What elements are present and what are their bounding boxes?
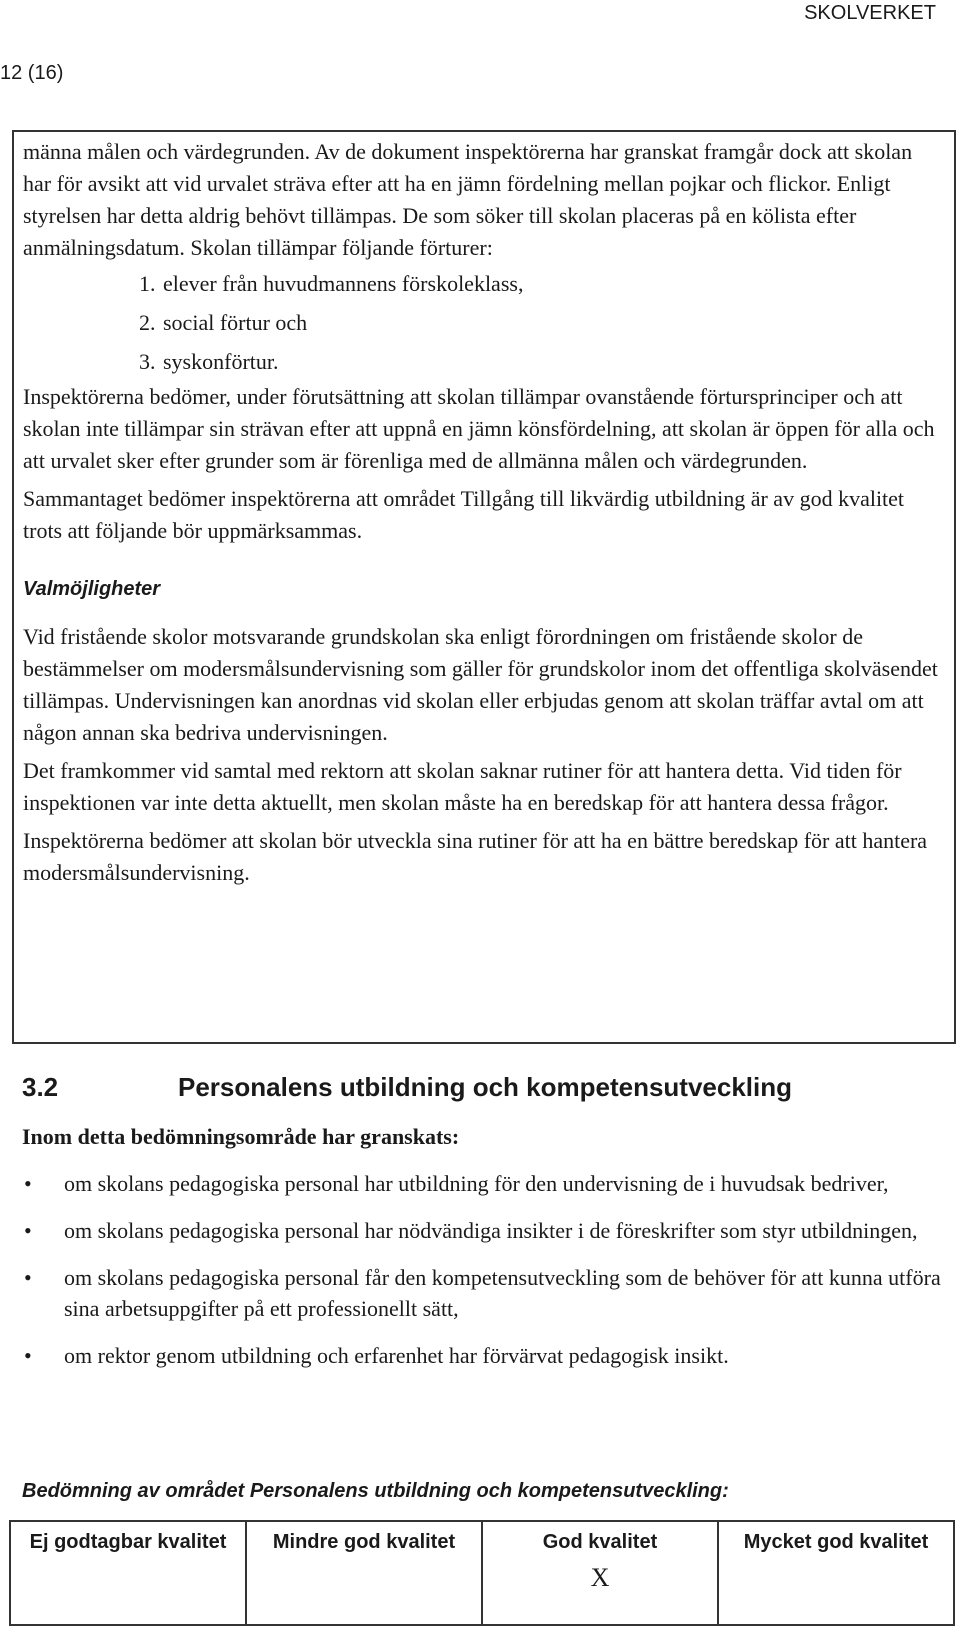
priority-item: 1. elever från huvudmannens förskoleklass,: [139, 271, 524, 296]
grade-cell-god: God kvalitet X: [482, 1521, 718, 1625]
paragraph-routines: Det framkommer vid samtal med rektorn att skolan saknar rutiner för att hantera detta. Vid tiden för inspektionen var inte detta aktuellt, men skolan måste ha en beredskap för att hantera dessa frågor.: [23, 758, 902, 815]
priority-item: 3. syskonförtur.: [139, 349, 279, 374]
grade-cell-mycket-god: Mycket god kvalitet: [718, 1521, 954, 1625]
paragraph-language-instruction: Vid fristående skolor motsvarande grundskolan ska enligt förordningen om fristående skolor de bestämmelser om modersmålsundervisning som gäller för grundskolor inom det offentliga skolväsendet tillämpas. Undervisningen kan anordnas vid skolan eller erbjudas genom att skolan träffar avtal om att någon annan ska bedriva undervisningen.: [23, 624, 938, 745]
list-item: • om rektor genom utbildning och erfarenhet har förvärvat pedagogisk insikt.: [22, 1340, 952, 1371]
assessment-box: [12, 130, 956, 1044]
section-intro: Inom detta bedömningsområde har granskats:: [22, 1124, 460, 1149]
paragraph-recommendation: Inspektörerna bedömer att skolan bör utveckla sina rutiner för att ha en bättre beredskap för att hantera modersmålsundervisning.: [23, 828, 928, 885]
paragraph-summary: Sammantaget bedömer inspektörerna att området Tillgång till likvärdig utbildning är av god kvalitet trots att följande bör uppmärksammas.: [23, 486, 905, 543]
page-number: 12 (16): [0, 62, 64, 84]
priority-list: [23, 264, 945, 381]
priority-item: 2. social förtur och: [139, 310, 308, 335]
list-item: • om skolans pedagogiska personal har utbildning för den undervisning de i huvudsak bedriver,: [22, 1168, 952, 1199]
subheading-valmojligheter: Valmöjligheter: [23, 578, 161, 600]
list-item: • om skolans pedagogiska personal får den kompetensutveckling som de behöver för att kunna utföra sina arbetsuppgifter på ett professionellt sätt,: [22, 1262, 952, 1324]
selected-mark: X: [590, 1563, 610, 1592]
grade-cell-ej-godtagbar: Ej godtagbar kvalitet: [10, 1521, 246, 1625]
grade-cell-mindre-god: Mindre god kvalitet: [246, 1521, 482, 1625]
section-title: Personalens utbildning och kompetensutveckling: [178, 1072, 792, 1102]
bullet-icon: •: [24, 1218, 32, 1243]
bullet-icon: •: [24, 1343, 32, 1368]
organization-name: SKOLVERKET: [804, 2, 936, 24]
paragraph-admission: männa målen och värdegrunden. Av de dokument inspektörerna har granskat framgår dock att skolan har för avsikt att vid urvalet sträva efter att ha en jämn fördelning mellan pojkar och flickor. Enligt styrelsen har detta aldrig behövt tillämpas. De som söker till skolan placeras på en kölista efter anmälningsdatum. Skolan tillämpar följande förturer:: [23, 139, 913, 260]
grading-table: [9, 1520, 955, 1626]
list-item: • om skolans pedagogiska personal har nödvändiga insikter i de föreskrifter som styr utbildningen,: [22, 1215, 952, 1246]
bullet-icon: •: [24, 1265, 32, 1290]
bullet-icon: •: [24, 1171, 32, 1196]
paragraph-judgement: Inspektörerna bedömer, under förutsättning att skolan tillämpar ovanstående förtursprinciper och att skolan inte tillämpar sin strävan efter att uppnå en jämn könsfördelning, att skolan är öppen för alla och att urvalet sker efter grunder som är förenliga med de allmänna målen och värdegrunden.: [23, 384, 935, 473]
section-number: 3.2: [22, 1072, 59, 1102]
assessment-label: Bedömning av området Personalens utbildning och kompetensutveckling:: [22, 1480, 729, 1502]
criteria-list: [22, 1168, 952, 1387]
